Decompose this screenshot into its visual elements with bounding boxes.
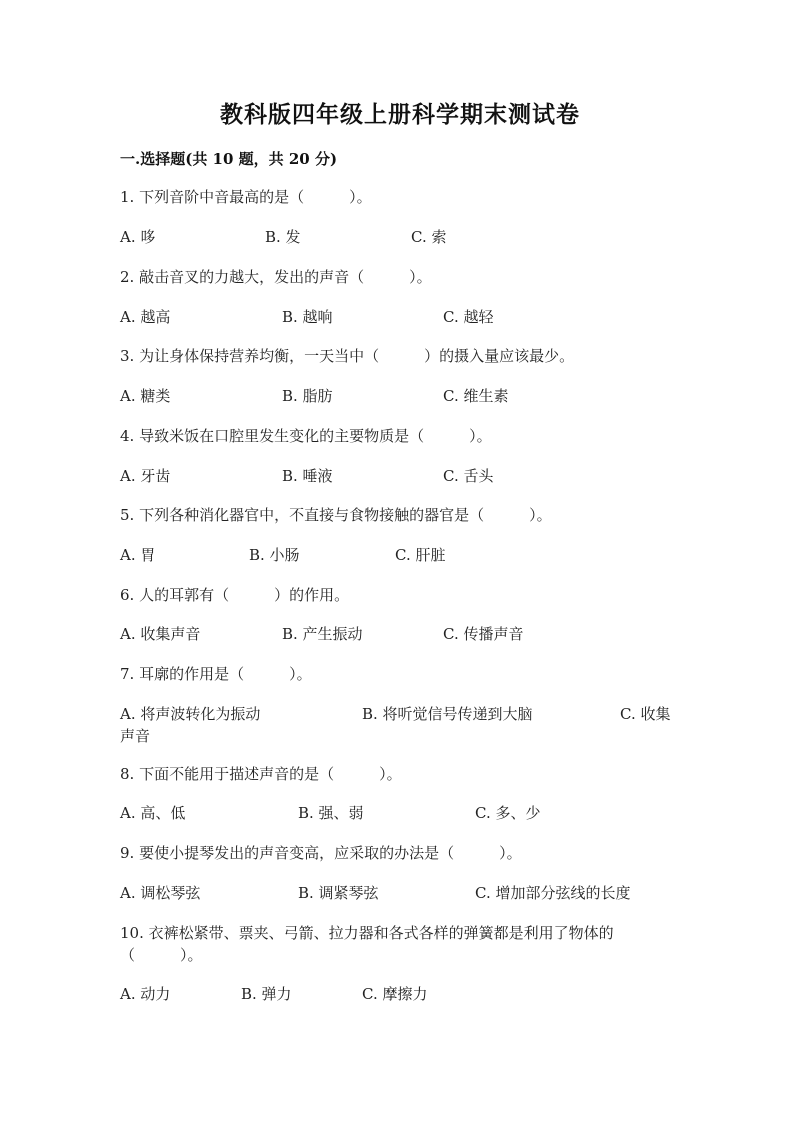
option-c[interactable]: C. 舌头: [443, 467, 494, 485]
option-b[interactable]: B. 越响: [282, 308, 333, 326]
question-5-options: [120, 544, 680, 566]
option-c[interactable]: C. 传播声音: [443, 625, 524, 643]
option-c[interactable]: C. 维生素: [443, 387, 509, 405]
option-b[interactable]: B. 小肠: [249, 546, 300, 564]
option-b[interactable]: B. 将听觉信号传递到大脑: [362, 705, 533, 723]
question-10-options: [120, 983, 680, 1005]
option-a[interactable]: A. 收集声音: [120, 625, 201, 643]
question-2-options: [120, 306, 680, 328]
option-c[interactable]: C. 索: [411, 228, 447, 246]
question-8-options: [120, 802, 680, 824]
question-6: 6. 人的耳郭有（ ）的作用。: [120, 586, 350, 604]
option-c[interactable]: C. 越轻: [443, 308, 494, 326]
option-a[interactable]: A. 胃: [120, 546, 156, 564]
option-c[interactable]: C. 摩擦力: [362, 985, 428, 1003]
question-1: 1. 下列音阶中音最高的是（ ）。: [120, 188, 372, 206]
option-a[interactable]: A. 越高: [120, 308, 171, 326]
option-b[interactable]: B. 强、弱: [298, 804, 364, 822]
option-a[interactable]: A. 哆: [120, 228, 156, 246]
option-b[interactable]: B. 脂肪: [282, 387, 333, 405]
question-9-options: [120, 882, 680, 904]
question-9: 9. 要使小提琴发出的声音变高，应采取的办法是（ ）。: [120, 844, 522, 862]
option-a[interactable]: A. 糖类: [120, 387, 171, 405]
option-a[interactable]: A. 调松琴弦: [120, 884, 201, 902]
question-8: 8. 下面不能用于描述声音的是（ ）。: [120, 765, 402, 783]
page-title: 教科版四年级上册科学期末测试卷: [220, 101, 580, 128]
question-4: 4. 导致米饭在口腔里发生变化的主要物质是（ ）。: [120, 427, 492, 445]
option-a[interactable]: A. 高、低: [120, 804, 186, 822]
question-4-options: [120, 465, 680, 487]
option-a[interactable]: A. 将声波转化为振动: [120, 705, 261, 723]
question-6-options: [120, 623, 680, 645]
question-7: 7. 耳廓的作用是（ ）。: [120, 665, 312, 683]
option-b[interactable]: B. 发: [265, 228, 301, 246]
option-b[interactable]: B. 调紧琴弦: [298, 884, 379, 902]
option-b[interactable]: B. 产生振动: [282, 625, 363, 643]
question-10: 10. 衣裤松紧带、票夹、弓箭、拉力器和各式各样的弹簧都是利用了物体的（ ）。: [120, 924, 614, 964]
option-c[interactable]: C. 肝脏: [395, 546, 446, 564]
option-c-continuation: 声音: [120, 727, 151, 745]
option-b[interactable]: B. 唾液: [282, 467, 333, 485]
option-a[interactable]: A. 动力: [120, 985, 171, 1003]
question-3: 3. 为让身体保持营养均衡，一天当中（ ）的摄入量应该最少。: [120, 347, 575, 365]
option-c[interactable]: C. 增加部分弦线的长度: [475, 884, 631, 902]
option-a[interactable]: A. 牙齿: [120, 467, 171, 485]
question-5: 5. 下列各种消化器官中，不直接与食物接触的器官是（ ）。: [120, 506, 552, 524]
question-7-options: [120, 703, 680, 725]
option-c[interactable]: C. 多、少: [475, 804, 541, 822]
question-1-options: [120, 226, 680, 248]
section-heading: 一.选择题(共 10 题，共 20 分): [120, 150, 338, 168]
question-2: 2. 敲击音叉的力越大，发出的声音（ ）。: [120, 268, 432, 286]
option-c[interactable]: C. 收集: [620, 705, 671, 723]
question-3-options: [120, 385, 680, 407]
option-b[interactable]: B. 弹力: [241, 985, 292, 1003]
